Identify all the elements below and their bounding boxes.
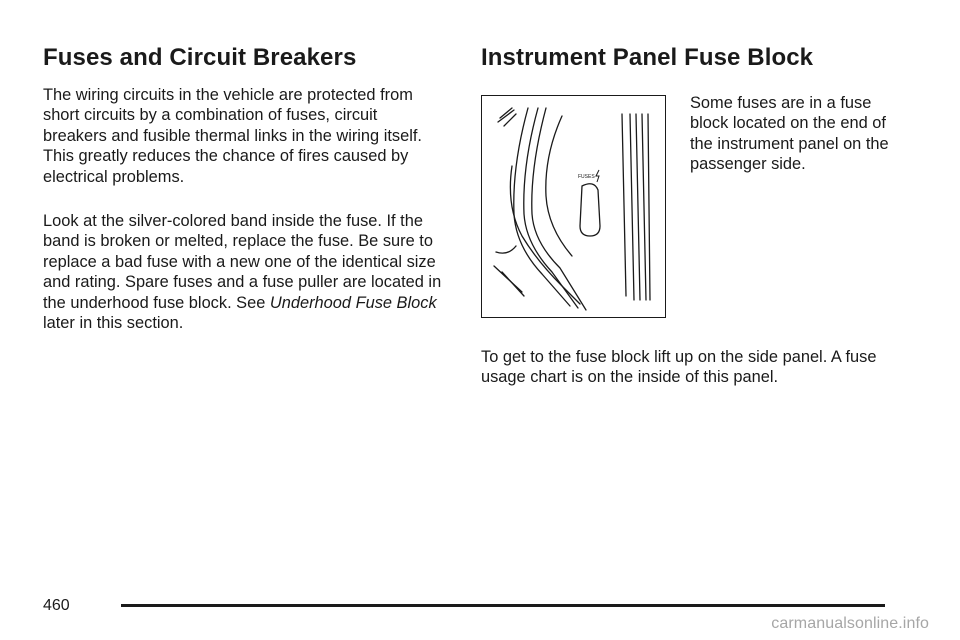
fuse-block-location-paragraph: Some fuses are in a fuse block located on the end of the instrument panel on the passenger side. <box>690 94 889 174</box>
page-number: 460 <box>43 597 70 614</box>
section-title-instrument-panel-fuse-block: Instrument Panel Fuse Block <box>481 44 814 71</box>
fuse-inspection-text-end: later in this section. <box>43 314 184 333</box>
side-panel-access-paragraph: To get to the fuse block lift up on the side panel. A fuse usage chart is on the inside of this panel. <box>481 348 877 387</box>
watermark: carmanualsonline.info <box>771 615 929 632</box>
lightning-bolt-icon <box>596 170 599 182</box>
fuse-block-illustration <box>481 95 666 318</box>
section-title-fuses-and-circuit-breakers: Fuses and Circuit Breakers <box>43 44 357 71</box>
fuse-inspection-text: Look at the silver-colored band inside the fuse. If the band is broken or melted, replace the fuse. Be sure to replace a bad fuse with a new one of the identical size and rating. Spare fuses and a fuse puller are located in the underhood fuse block. See <box>43 212 442 312</box>
fuses-label: FUSES <box>578 174 595 180</box>
fuse-inspection-paragraph <box>43 211 443 333</box>
fuse-block-line-drawing <box>482 96 664 316</box>
underhood-fuse-block-reference: Underhood Fuse Block <box>269 293 437 312</box>
footer-rule <box>121 604 885 607</box>
fuses-intro-paragraph: The wiring circuits in the vehicle are protected from short circuits by a combination of fuses, circuit breakers and fusible thermal links in the wiring itself. This greatly reduces the chance of fires caused by electrical problems. <box>43 86 422 186</box>
